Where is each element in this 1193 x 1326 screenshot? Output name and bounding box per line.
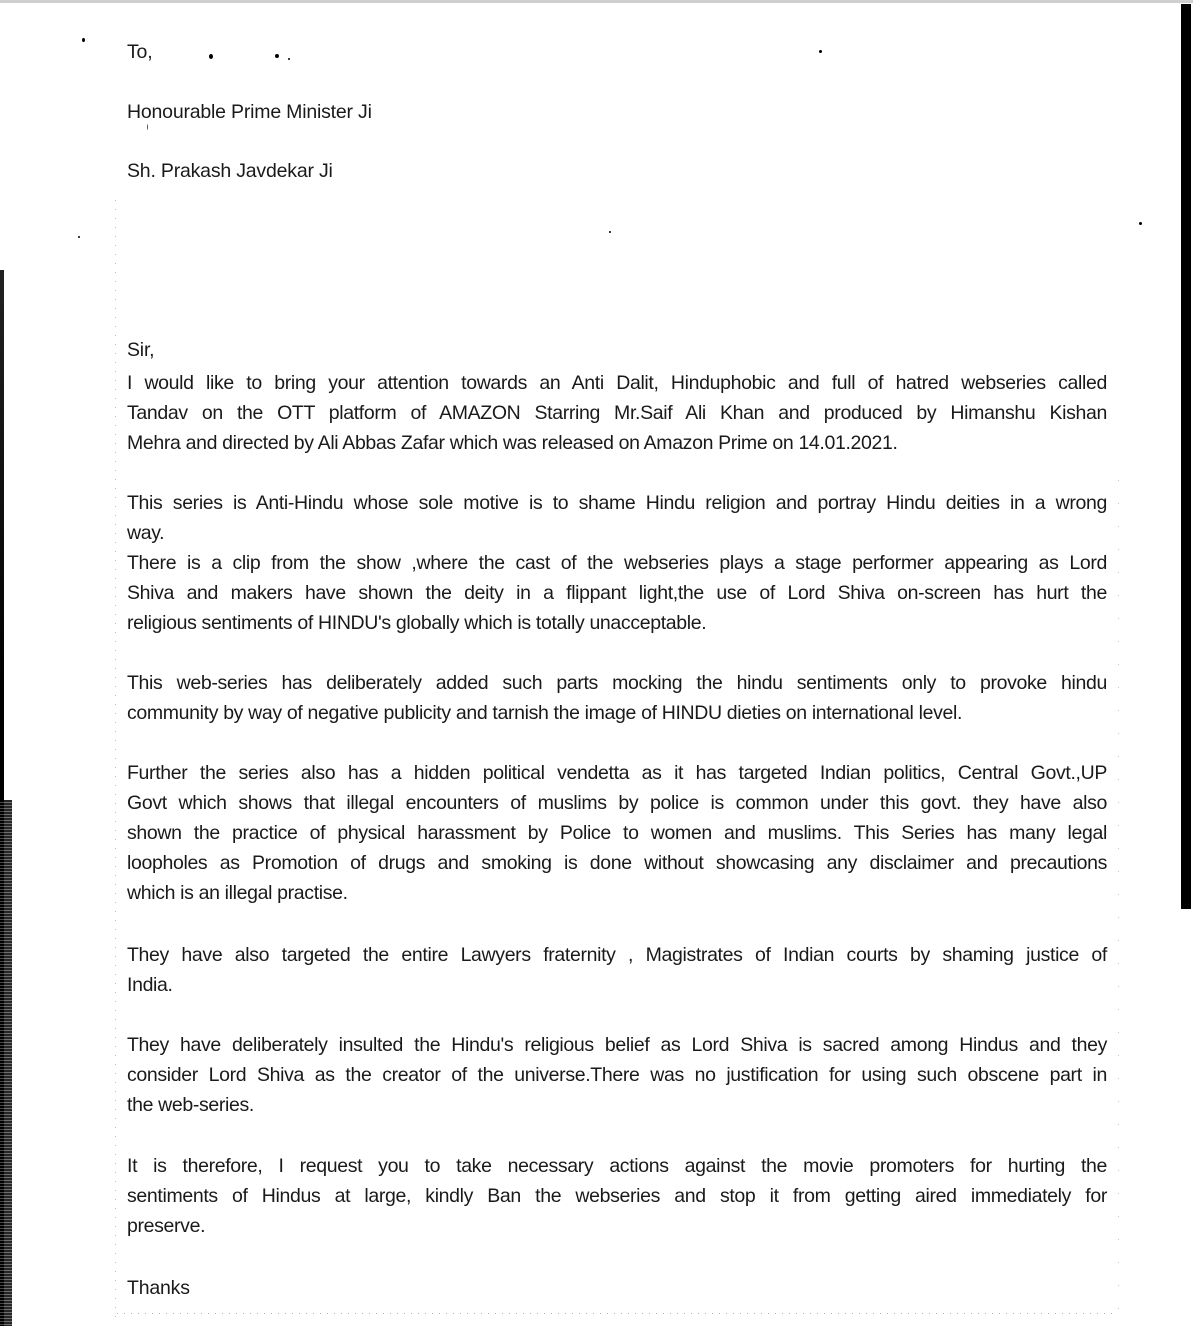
scan-bottom-dots (117, 1313, 1117, 1314)
scan-edge-right (1181, 4, 1191, 909)
scan-speck (82, 38, 85, 42)
paragraph-line: sentiments of Hindus at large, kindly Ban the webseries and stop it from getting aired immediately for (127, 1185, 1107, 1207)
paragraph-8-request (127, 1151, 1107, 1241)
scan-speck (78, 236, 80, 238)
scan-speck (209, 54, 213, 59)
paragraph-line: India. (127, 974, 173, 996)
paragraph-line: Mehra and directed by Ali Abbas Zafar which was released on Amazon Prime on 14.01.2021. (127, 432, 898, 454)
recipient-title: Honourable Prime Minister Ji (127, 101, 372, 123)
scan-speck (819, 50, 822, 53)
closing: Thanks (127, 1277, 190, 1299)
paragraph-line: Tandav on the OTT platform of AMAZON Starring Mr.Saif Ali Khan and produced by Himanshu Kishan (127, 402, 1107, 424)
paragraph-line: They have also targeted the entire Lawyers fraternity , Magistrates of Indian courts by shaming justice of (127, 944, 1107, 966)
paragraph-line: way. (127, 522, 165, 544)
paragraph-7-religious-belief (127, 1030, 1107, 1120)
paragraph-line: the web-series. (127, 1094, 254, 1116)
paragraph-line: loopholes as Promotion of drugs and smoking is done without showcasing any disclaimer and precautions (127, 852, 1107, 874)
scan-margin-dots-left (115, 200, 116, 1320)
scan-margin-dots-right (1118, 480, 1119, 1320)
paragraph-line: There is a clip from the show ,where the cast of the webseries plays a stage performer appearing as Lord (127, 552, 1107, 574)
paragraph-line: They have deliberately insulted the Hindu's religious belief as Lord Shiva is sacred among Hindus and they (127, 1034, 1107, 1056)
paragraph-5-political (127, 758, 1107, 908)
paragraph-line: community by way of negative publicity and tarnish the image of HINDU dieties on international level. (127, 702, 963, 724)
scan-speck (288, 58, 290, 60)
paragraph-line: Shiva and makers have shown the deity in a flippant light,the use of Lord Shiva on-screen has hurt the (127, 582, 1107, 604)
top-border (0, 0, 1193, 3)
paragraph-line: This web-series has deliberately added such parts mocking the hindu sentiments only to provoke hindu (127, 672, 1107, 694)
paragraph-line: consider Lord Shiva as the creator of the universe.There was no justification for using such obscene part in (127, 1064, 1107, 1086)
scan-speck (1139, 222, 1142, 225)
paragraph-line: which is an illegal practise. (127, 882, 348, 904)
scan-speck (147, 124, 148, 130)
scan-speck (275, 54, 279, 58)
paragraph-4-mocking (127, 668, 1107, 728)
paragraph-line: Govt which shows that illegal encounters of muslims by police is common under this govt. they have also (127, 792, 1107, 814)
paragraph-2-anti-hindu (127, 488, 1107, 548)
paragraph-3-clip (127, 548, 1107, 638)
paragraph-line: shown the practice of physical harassment by Police to women and muslims. This Series has many legal (127, 822, 1107, 844)
scan-edge-left-shadow (0, 800, 12, 1326)
scan-speck (609, 231, 611, 233)
salutation-to: To, (127, 41, 153, 63)
paragraph-line: religious sentiments of HINDU's globally which is totally unacceptable. (127, 612, 707, 634)
paragraph-line: Further the series also has a hidden political vendetta as it has targeted Indian politics, Central Govt.,UP (127, 762, 1107, 784)
paragraph-line: preserve. (127, 1215, 206, 1237)
paragraph-line: I would like to bring your attention towards an Anti Dalit, Hinduphobic and full of hatred webseries called (127, 372, 1107, 394)
recipient-name: Sh. Prakash Javdekar Ji (127, 160, 333, 182)
paragraph-line: This series is Anti-Hindu whose sole motive is to shame Hindu religion and portray Hindu deities in a wrong (127, 492, 1107, 514)
paragraph-line: It is therefore, I request you to take necessary actions against the movie promoters for hurting the (127, 1155, 1107, 1177)
paragraph-6-lawyers (127, 940, 1107, 1000)
greeting: Sir, (127, 339, 155, 361)
paragraph-1-complaint (127, 368, 1107, 458)
